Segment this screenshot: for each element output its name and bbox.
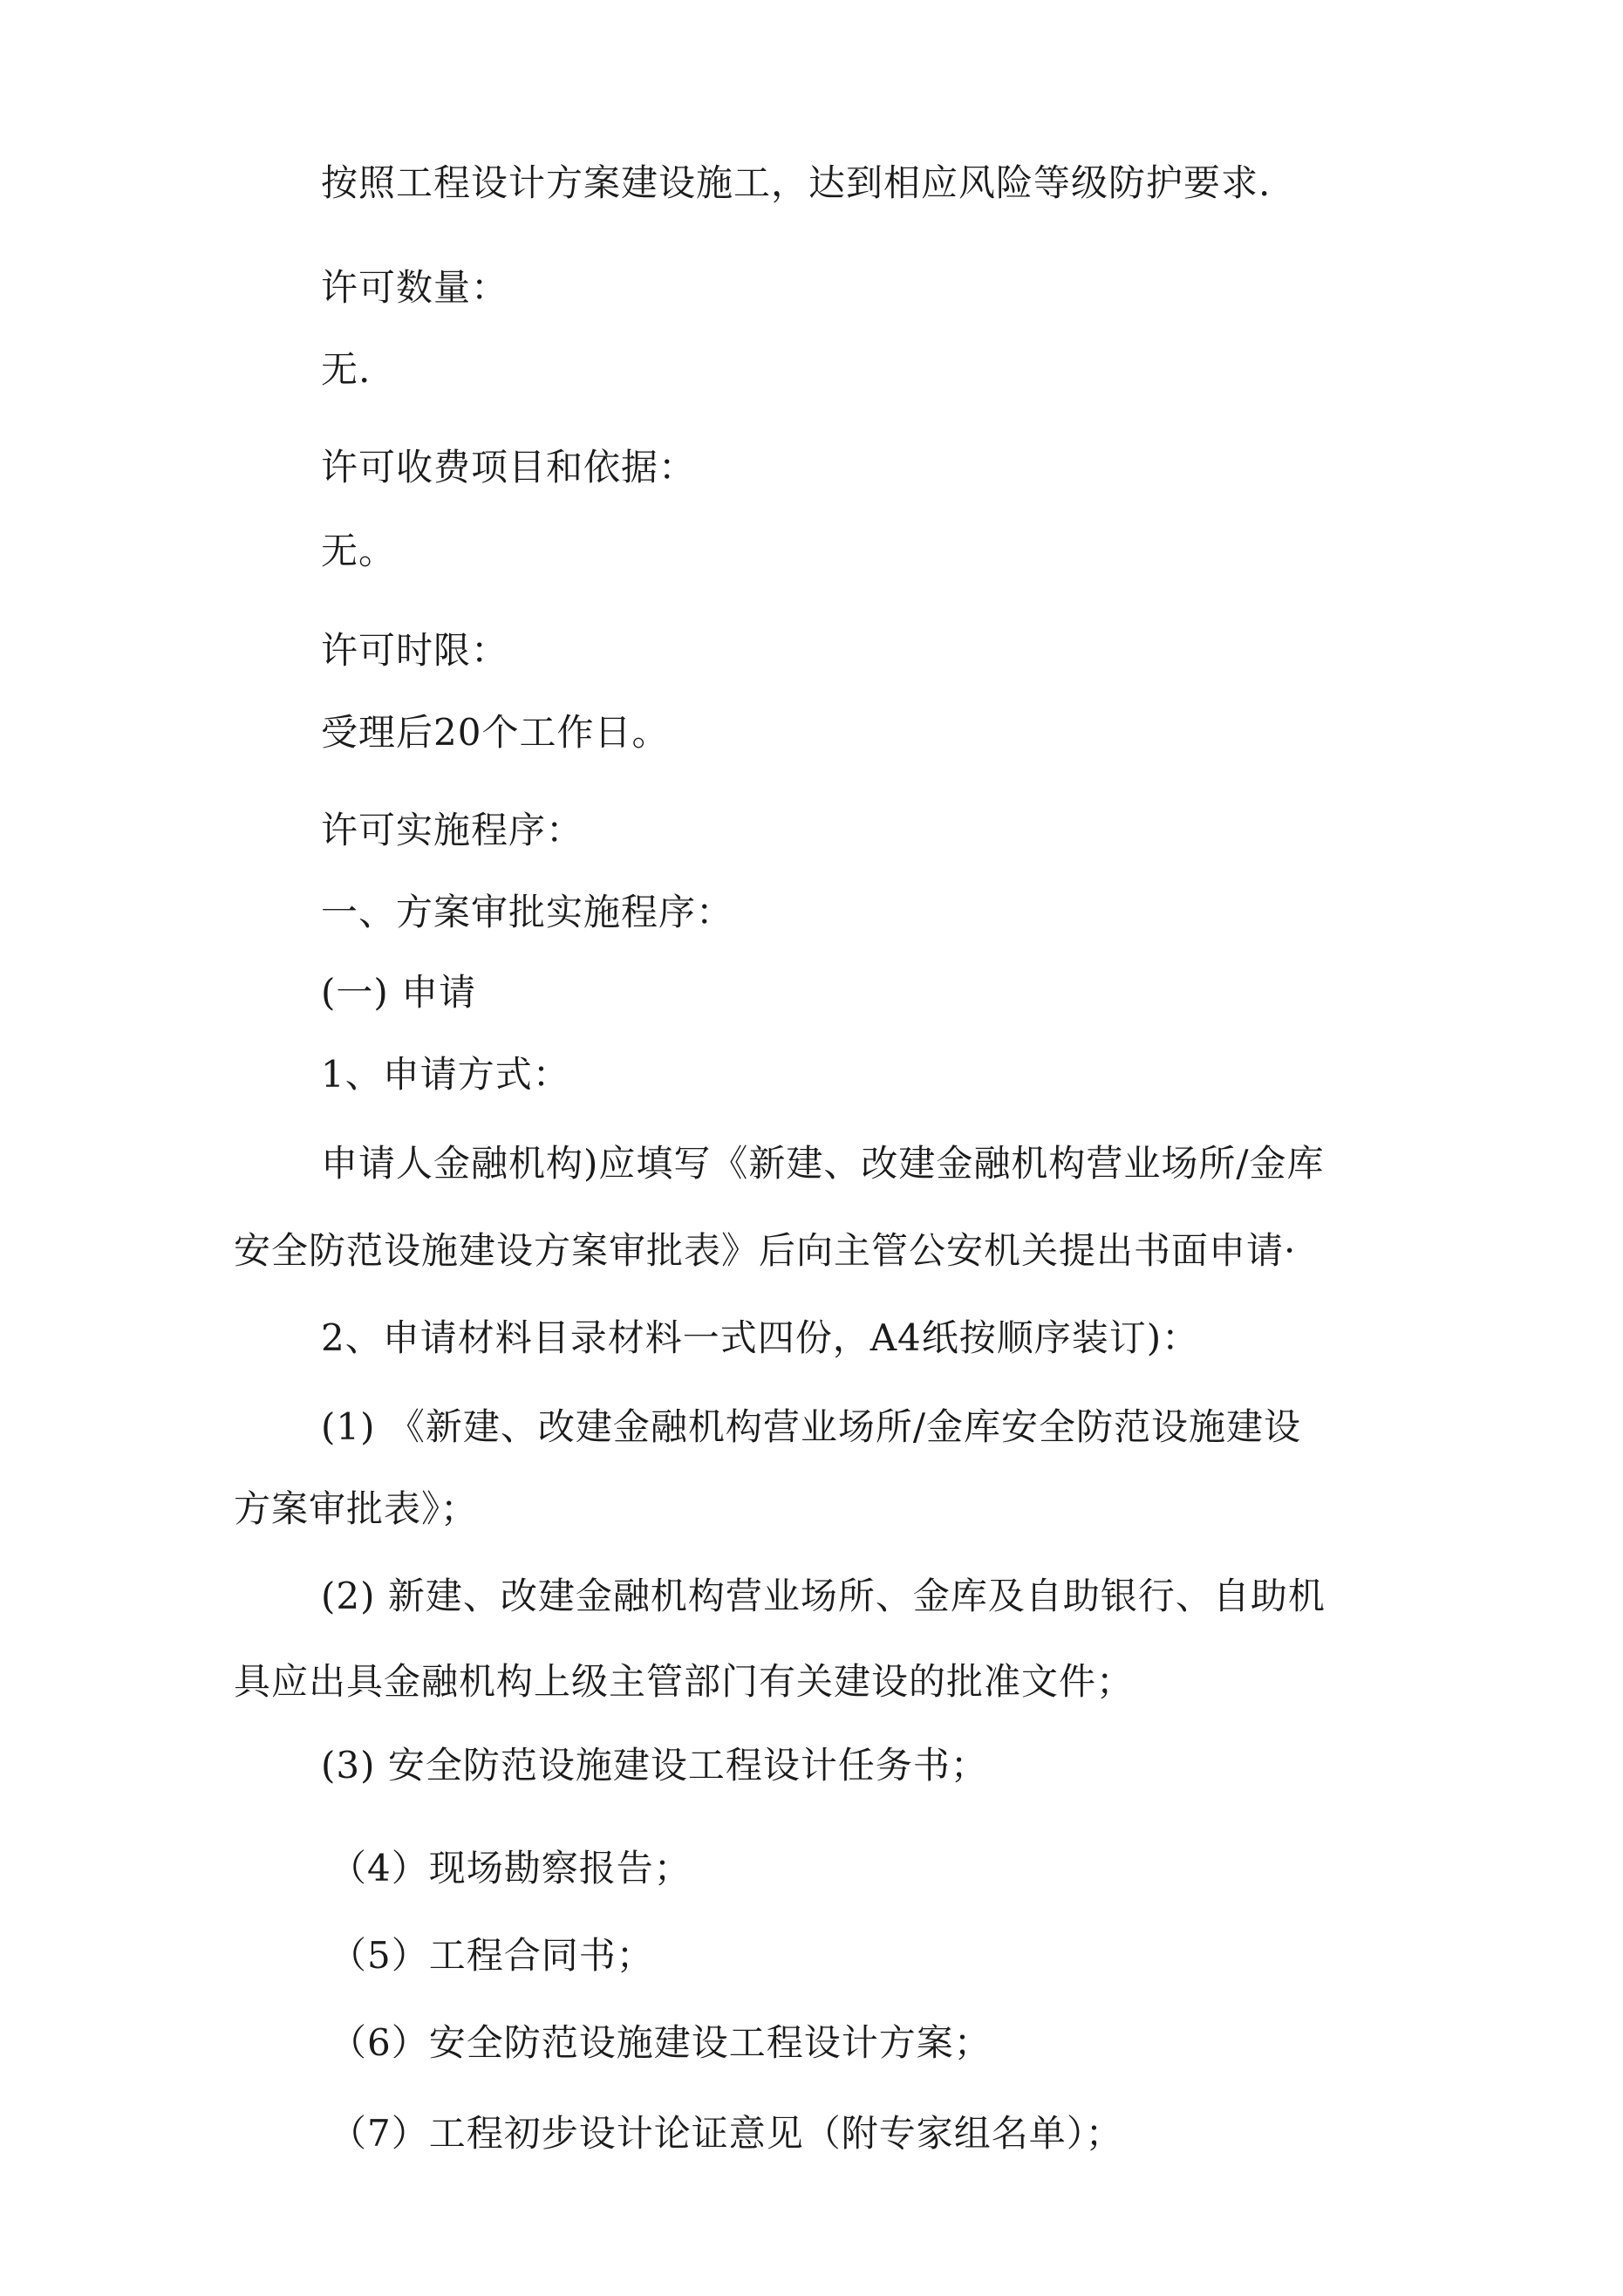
heading-level3: 1、申请方式： [321,1053,570,1096]
list-item: (2) 新建、改建金融机构营业场所、金库及自助银行、自助机 [321,1575,1326,1617]
list-item-cont: 具应出具金融机构上级主管部门有关建设的批准文件； [234,1660,1135,1703]
section-label: 许可数量： [321,266,509,309]
list-item-cont: 方案审批表》； [234,1487,479,1530]
list-item: （5）工程合同书； [330,1934,654,1977]
paragraph-line: 2、申请材料目录材料一式四份，A4纸按顺序装订)： [321,1316,1200,1359]
heading-level1: 一、方案审批实施程序： [321,891,734,933]
section-label: 许可时限： [321,629,509,672]
heading-level2: (一) 申请 [321,971,477,1014]
section-label: 许可实施程序： [321,809,584,851]
paragraph-line: 按照工程设计方案建设施工，达到相应风险等级防护要求. [321,161,1272,204]
section-label: 许可收费项目和依据： [321,446,697,489]
list-item: （7）工程初步设计论证意见（附专家组名单）； [330,2112,1123,2155]
list-item: （6）安全防范设施建设工程设计方案； [330,2021,992,2064]
section-value: 无. [321,348,372,391]
list-item: (3) 安全防范设施建设工程设计任务书； [321,1744,988,1787]
list-item: （4）现场勘察报告； [330,1847,692,1889]
paragraph-line: 安全防范设施建设方案审批表》后向主管公安机关提出书面申请· [234,1229,1297,1272]
paragraph-line: 申请人金融机构)应填写《新建、改建金融机构营业场所/金库 [321,1142,1325,1185]
list-item: (1) 《新建、改建金融机构营业场所/金库安全防范设施建设 [321,1405,1301,1448]
section-value: 无。 [321,530,397,572]
section-value: 受理后20个工作日。 [321,711,670,754]
